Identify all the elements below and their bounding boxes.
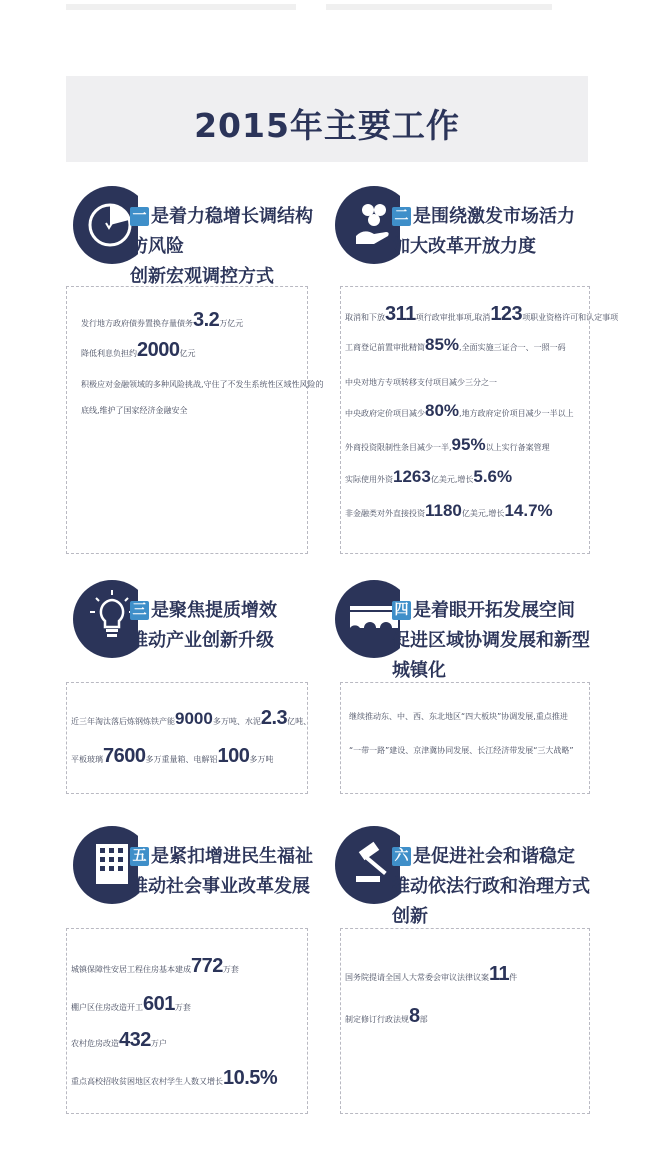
data-line: 农村危房改造432万户 bbox=[71, 1029, 167, 1051]
data-line: “一带一路”建设、京津冀协同发展、长江经济带发展“三大战略” bbox=[349, 746, 574, 755]
data-line: 非金融类对外直接投资1180亿美元,增长14.7% bbox=[345, 501, 553, 520]
bridge-icon bbox=[334, 574, 400, 664]
hand-coins-icon bbox=[334, 180, 400, 270]
data-line: 工商登记前置审批精简85%,全面实施三证合一、一照一码 bbox=[345, 335, 566, 354]
gavel-icon bbox=[334, 820, 400, 910]
data-line: 棚户区住房改造开工601万套 bbox=[71, 993, 191, 1015]
section-heading: 一 是着力稳增长调结构防风险 创新宏观调控方式 bbox=[130, 206, 313, 287]
section-four-box bbox=[340, 682, 590, 794]
section-badge: 五 bbox=[130, 847, 149, 866]
section-heading: 四 是着眼开拓发展空间 促进区域协调发展和新型城镇化 bbox=[392, 600, 590, 681]
section-one-box bbox=[66, 286, 324, 554]
section-badge: 二 bbox=[392, 207, 411, 226]
page-title: 2015年主要工作 bbox=[194, 106, 460, 145]
section-five-box bbox=[66, 928, 308, 1114]
section-heading: 六 是促进社会和谐稳定 推动依法行政和治理方式创新 bbox=[392, 846, 590, 927]
data-line: 中央对地方专项转移支付项目减少三分之一 bbox=[345, 378, 497, 387]
building-icon bbox=[72, 820, 138, 910]
data-line: 制定修订行政法规8部 bbox=[345, 1005, 428, 1027]
data-line: 城镇保障性安居工程住房基本建成772万套 bbox=[71, 955, 239, 977]
data-line: 平板玻璃7600多万重量箱、电解铝100多万吨 bbox=[71, 745, 274, 767]
lightbulb-icon bbox=[72, 574, 138, 664]
data-line: 继续推动东、中、西、东北地区“四大板块”协调发展,重点推进 bbox=[349, 712, 568, 721]
section-three-box bbox=[66, 682, 312, 794]
section-two-box bbox=[340, 286, 619, 554]
data-line: 近三年淘汰落后炼钢炼铁产能9000多万吨、水泥2.3亿吨、 bbox=[71, 707, 312, 729]
pie-chart-icon bbox=[72, 180, 138, 270]
data-line: 国务院提请全国人大常委会审议法律议案11件 bbox=[345, 963, 518, 985]
data-line: 取消和下放311项行政审批事项,取消123项职业资格许可和认定事项 bbox=[345, 303, 619, 325]
section-heading: 二 是围绕激发市场活力 加大改革开放力度 bbox=[392, 206, 575, 257]
top-divider-left bbox=[66, 4, 296, 10]
data-line: 积极应对金融领域的多种风险挑战,守住了不发生系统性区域性风险的 bbox=[81, 380, 324, 389]
section-badge: 三 bbox=[130, 601, 149, 620]
top-divider-right bbox=[326, 4, 552, 10]
data-line: 发行地方政府债券置换存量债务3.2万亿元 bbox=[81, 309, 244, 331]
data-line: 降低利息负担约2000亿元 bbox=[81, 339, 196, 361]
section-badge: 一 bbox=[130, 207, 149, 226]
section-badge: 四 bbox=[392, 601, 411, 620]
section-six-box bbox=[340, 928, 590, 1114]
data-line: 中央政府定价项目减少80%,地方政府定价项目减少一半以上 bbox=[345, 401, 574, 420]
data-line: 重点高校招收贫困地区农村学生人数又增长10.5% bbox=[71, 1067, 278, 1089]
section-badge: 六 bbox=[392, 847, 411, 866]
data-line: 实际使用外资1263亿美元,增长5.6% bbox=[345, 467, 513, 486]
section-heading: 三 是聚焦提质增效 推动产业创新升级 bbox=[130, 600, 277, 651]
section-heading: 五 是紧扣增进民生福祉 推动社会事业改革发展 bbox=[130, 846, 313, 897]
data-line: 底线,维护了国家经济金融安全 bbox=[81, 406, 188, 415]
title-banner bbox=[66, 76, 588, 162]
data-line: 外商投资限制性条目减少一半,95%以上实行备案管理 bbox=[345, 435, 550, 454]
